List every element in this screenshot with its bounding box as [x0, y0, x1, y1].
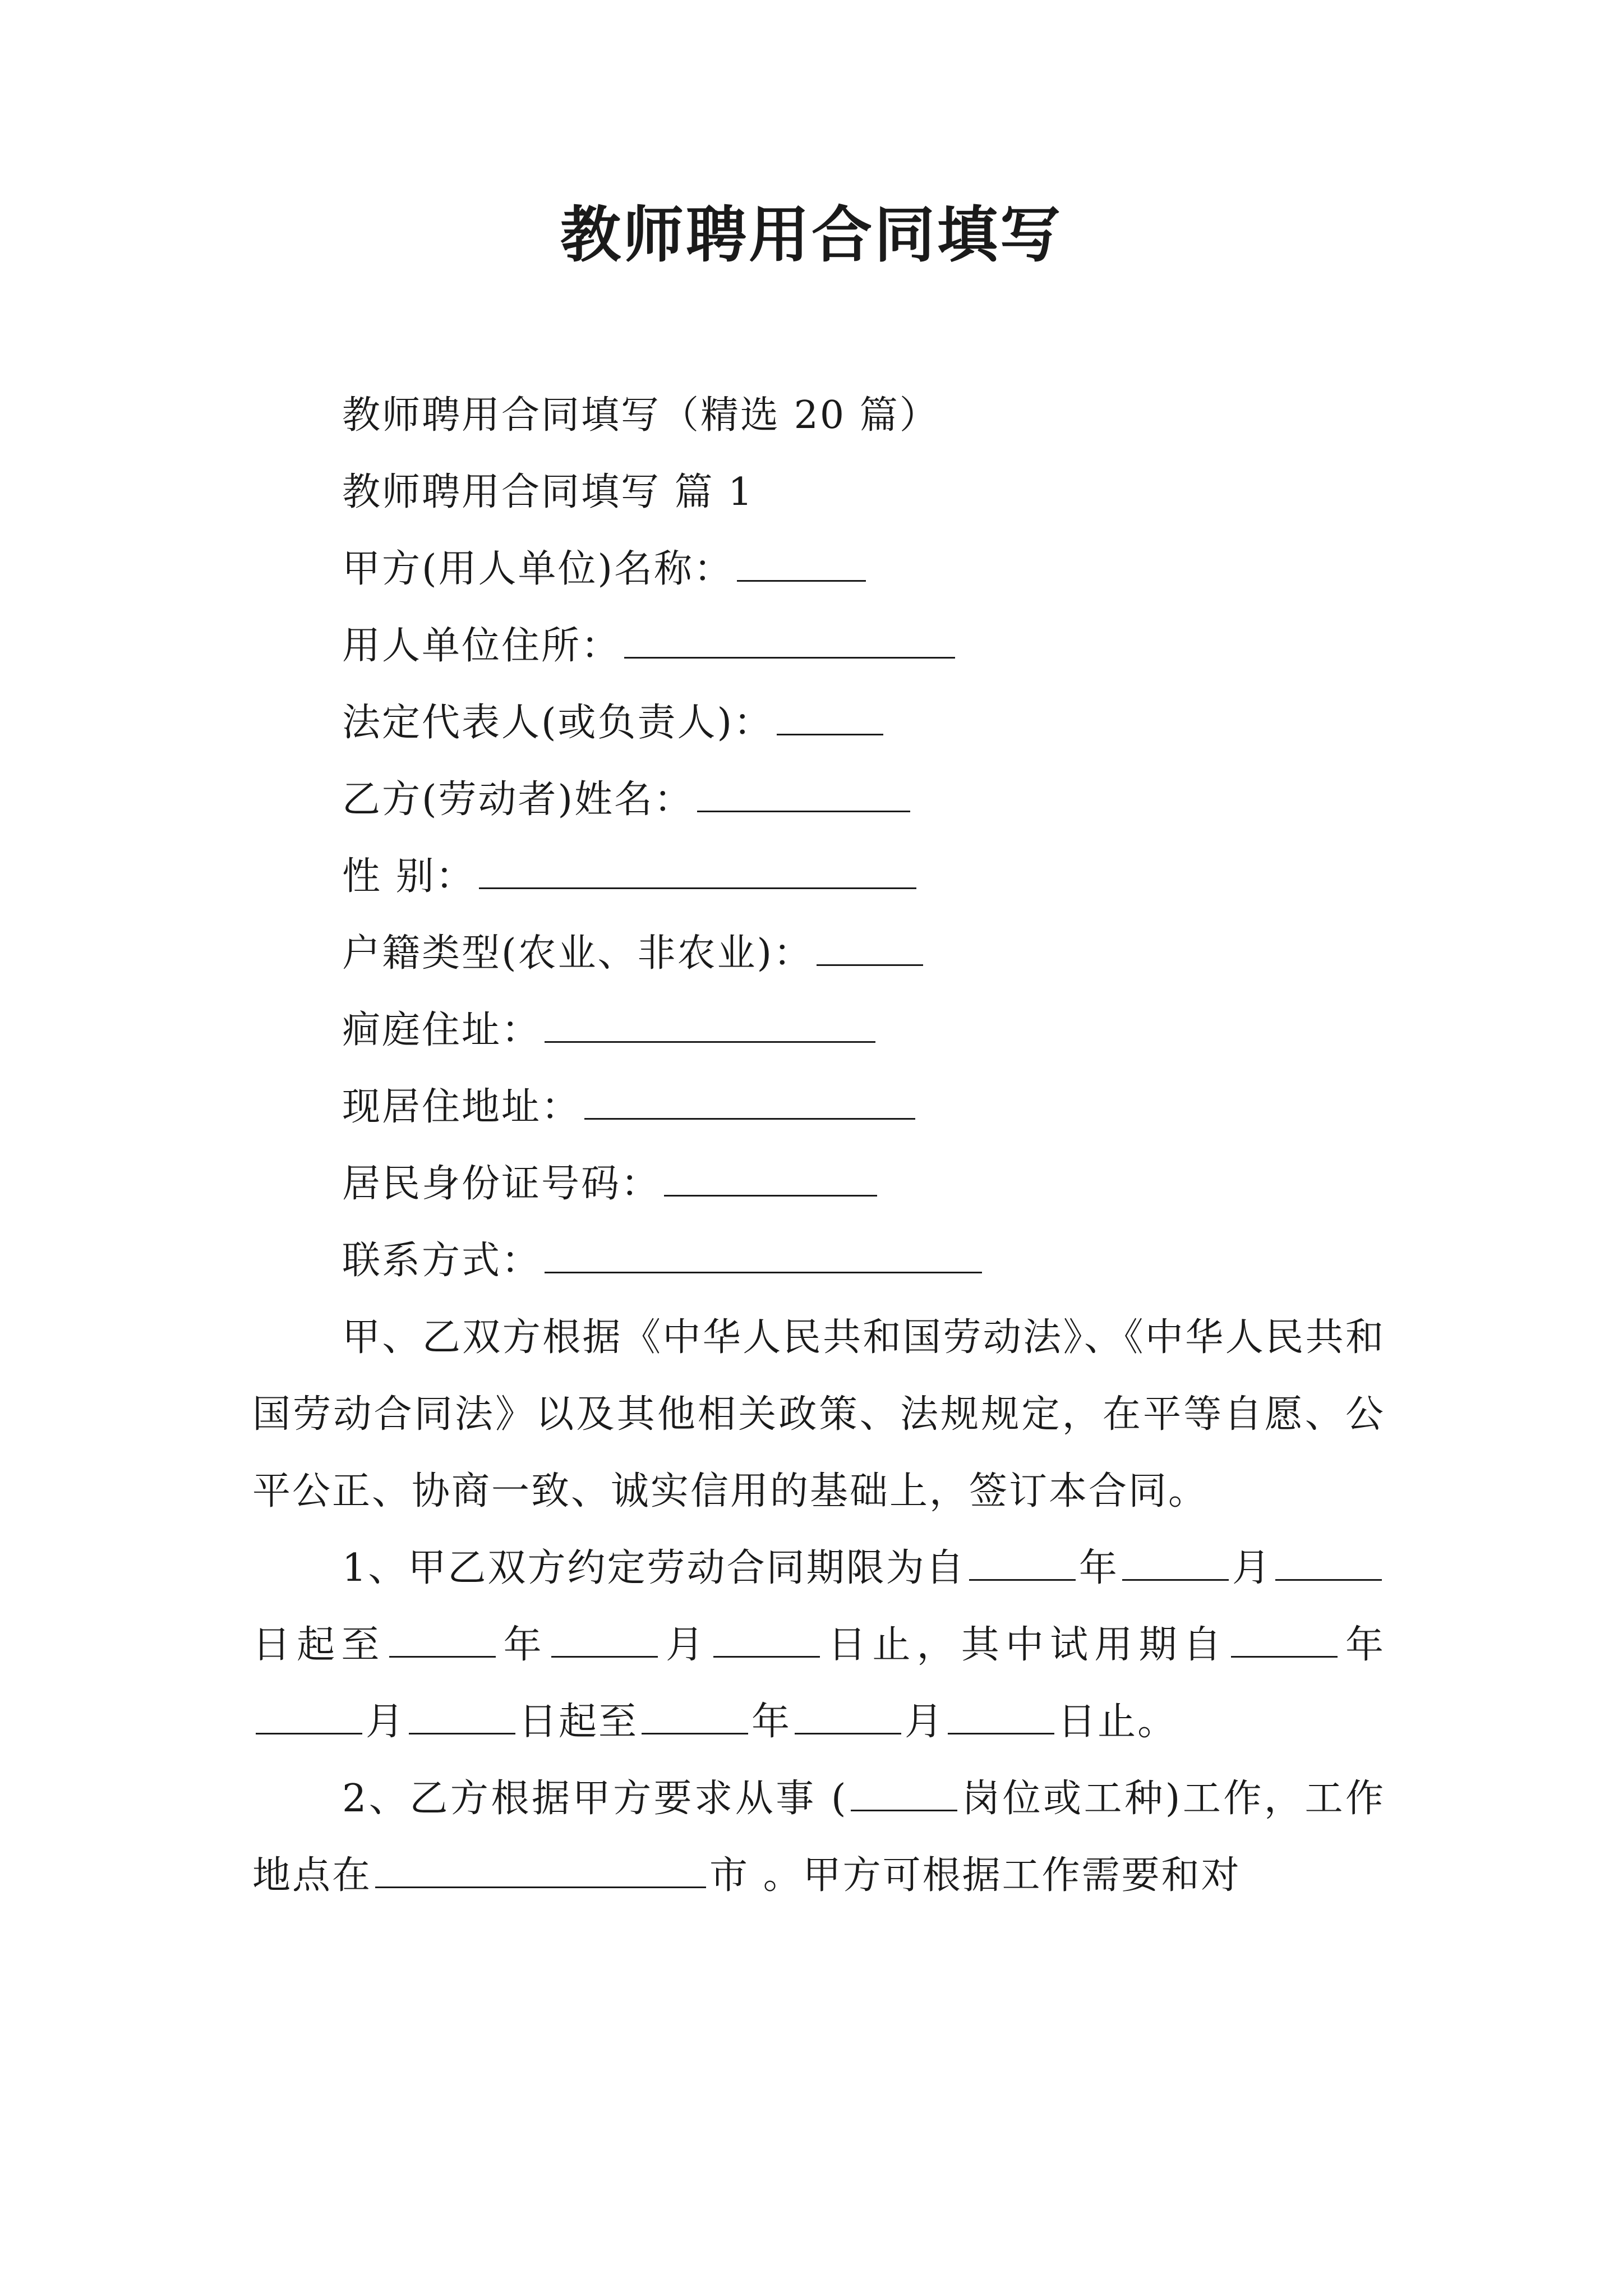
- fill-blank: [375, 1857, 706, 1888]
- fill-blank: [389, 1627, 496, 1658]
- fill-blank: [969, 1550, 1076, 1581]
- fill-blank: [795, 1704, 901, 1734]
- field-gender: [252, 838, 1385, 915]
- document-title: 教师聘用合同填写: [560, 200, 1063, 270]
- fill-blank: [737, 551, 866, 582]
- field-label: 现居住地址：: [342, 1085, 582, 1129]
- document-subtitle: 教师聘用合同填写（精选 20 篇）: [342, 393, 939, 438]
- field-household-type: [252, 915, 1385, 992]
- section-heading: 教师聘用合同填写 篇 1: [342, 470, 754, 514]
- fill-blank: [584, 1089, 915, 1120]
- field-contact: [252, 1222, 1385, 1299]
- fill-blank: [948, 1704, 1054, 1734]
- fill-blank: [624, 628, 955, 659]
- field-label: 居民身份证号码：: [342, 1162, 661, 1206]
- field-label: 用人单位住所：: [342, 624, 621, 668]
- fill-blank: [697, 781, 910, 812]
- preamble-paragraph: 甲、乙双方根据《中华人民共和国劳动法》、《中华人民共和国劳动合同法》以及其他相关政策、法规规定，在平等自愿、公平公正、协商一致、诚实信用的基础上，签订本合同。: [252, 1315, 1385, 1513]
- field-label: 性 别：: [342, 854, 476, 899]
- field-employer-name: [252, 531, 1385, 608]
- field-employer-address: [252, 608, 1385, 684]
- field-label: 法定代表人(或负责人)：: [342, 701, 774, 745]
- fill-blank: [664, 1166, 877, 1197]
- field-label: 甲方(用人单位)名称：: [342, 547, 734, 591]
- fill-blank: [479, 858, 916, 889]
- fill-blank: [817, 935, 923, 966]
- field-legal-representative: [252, 684, 1385, 761]
- field-current-address: [252, 1069, 1385, 1145]
- field-home-address: [252, 992, 1385, 1069]
- fill-blank: [545, 1243, 982, 1273]
- field-label: 乙方(劳动者)姓名：: [342, 777, 694, 822]
- fill-blank: [713, 1627, 820, 1658]
- fill-blank: [1122, 1550, 1229, 1581]
- field-label: 户籍类型(农业、非农业)：: [342, 931, 814, 976]
- fill-blank: [1231, 1627, 1338, 1658]
- fill-blank: [551, 1627, 658, 1658]
- fill-blank: [545, 1012, 875, 1043]
- fill-blank: [777, 705, 883, 735]
- fill-blank: [851, 1780, 957, 1811]
- document-body: [252, 377, 1385, 1914]
- field-id-number: [252, 1145, 1385, 1222]
- clause-2-paragraph: 2、乙方根据甲方要求从事 ( 岗位或工种)工作，工作地点在 市 。甲方可根据工作需要和对: [252, 1777, 1385, 1898]
- field-employee-name: [252, 761, 1385, 838]
- clause-1-paragraph: 1、甲乙双方约定劳动合同期限为自 年 月日起至 年 月 日止，其中试用期自 年月 日起至 年 月 日止。: [252, 1546, 1385, 1744]
- field-label: 痐庭住址：: [342, 1008, 542, 1052]
- fill-blank: [256, 1704, 362, 1734]
- fill-blank: [642, 1704, 748, 1734]
- fill-blank: [1275, 1550, 1382, 1581]
- field-label: 联系方式：: [342, 1239, 542, 1283]
- fill-blank: [409, 1704, 515, 1734]
